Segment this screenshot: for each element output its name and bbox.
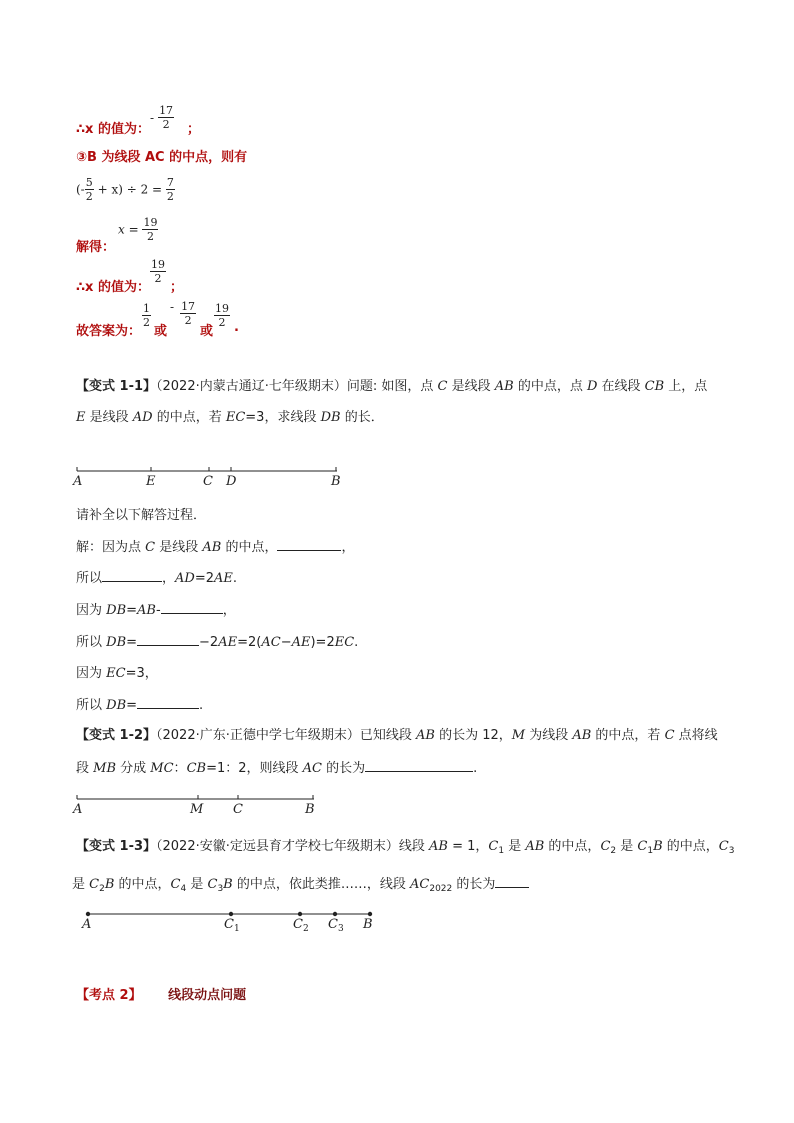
answer-blank[interactable]	[277, 538, 341, 551]
text: =1：2，则线段	[206, 761, 303, 776]
point-label-e: E	[146, 474, 156, 489]
var: B	[653, 839, 663, 854]
numerator: 19	[143, 216, 158, 229]
text: 上，点	[664, 379, 708, 394]
answer-blank[interactable]	[137, 633, 199, 646]
answer-blank[interactable]	[161, 601, 223, 614]
text: .	[232, 571, 238, 586]
numerator: 7	[166, 176, 174, 189]
variant-tag: 【变式 1-3】	[76, 839, 157, 854]
var: C	[224, 917, 234, 932]
text: 所以	[76, 571, 103, 586]
var: AB	[416, 728, 435, 743]
text: ，	[222, 603, 236, 618]
denominator: 2	[150, 271, 166, 285]
fraction-neg-17-2	[150, 104, 174, 131]
denominator: 2	[180, 313, 196, 327]
subscript: 4	[180, 884, 187, 894]
var: DB	[320, 410, 341, 425]
var: AD	[175, 571, 195, 586]
text: ，	[162, 571, 176, 586]
var: C	[718, 839, 729, 854]
case-3-heading: ③B 为线段 AC 的中点，则有	[76, 150, 248, 165]
solution-line-2: ∴x 的值为：	[76, 280, 150, 295]
fraction	[150, 258, 166, 285]
text: 的长为	[321, 761, 366, 776]
var: AE	[218, 635, 238, 650]
var: C	[488, 839, 499, 854]
text: 是	[504, 839, 526, 854]
var: AB	[494, 379, 514, 394]
variant-tag: 【变式 1-2】	[76, 728, 157, 743]
var: AC	[261, 635, 281, 650]
text: =3，	[125, 666, 158, 681]
text: 的中点，若	[591, 728, 665, 743]
point-label-b: B	[363, 917, 373, 932]
point-label-c: C	[203, 474, 213, 489]
minus-sign: -	[170, 300, 175, 314]
text: 的中点，若	[152, 410, 226, 425]
var: DB	[106, 698, 127, 713]
text: 的长为 12，	[434, 728, 512, 743]
text: （2022·内蒙古通辽·七年级期末）问题: 如图，点	[156, 379, 438, 394]
text: 因为	[76, 603, 107, 618]
variant-1-1-line-1	[76, 378, 707, 396]
text: =2(	[237, 635, 262, 650]
text: 是	[186, 877, 208, 892]
var: C	[437, 379, 448, 394]
var: C	[170, 877, 181, 892]
answer-frac-1	[142, 302, 151, 329]
step-3	[76, 601, 236, 620]
point-label-m: M	[190, 802, 204, 817]
text: =	[126, 698, 138, 713]
solution-line-1	[76, 118, 150, 137]
text: 的中点，	[221, 540, 278, 555]
text: 段	[76, 761, 94, 776]
var: C	[637, 839, 648, 854]
var: EC	[334, 635, 355, 650]
var: C	[328, 917, 338, 932]
text: （2022·广东·正德中学七年级期末）已知线段	[156, 728, 416, 743]
denominator: 2	[214, 315, 230, 329]
semicolon: ；	[187, 122, 201, 137]
var: EC	[225, 410, 246, 425]
answer-frac-3	[214, 302, 230, 329]
text: 为线段	[525, 728, 573, 743]
subscript: 3	[217, 884, 224, 894]
semicolon: ；	[170, 280, 184, 295]
solve-lhs: x =	[118, 222, 139, 237]
point-label-d: D	[226, 474, 237, 489]
text: 所以	[76, 698, 107, 713]
fraction	[166, 176, 175, 203]
answer-blank[interactable]	[365, 759, 473, 772]
var: B	[223, 877, 233, 892]
var: AD	[132, 410, 153, 425]
fraction	[180, 300, 196, 327]
line-label: ∴x 的值为：	[76, 122, 150, 137]
step-6	[76, 696, 203, 715]
var: C	[89, 877, 100, 892]
answer-blank[interactable]	[102, 569, 162, 582]
var: C	[664, 728, 675, 743]
section-title: 线段动点问题	[168, 988, 247, 1003]
point-label-c2	[293, 917, 309, 934]
numerator: 5	[85, 176, 93, 189]
text: 是	[72, 877, 90, 892]
numerator: 1	[143, 302, 150, 315]
var: C	[600, 839, 611, 854]
point-label-c1	[224, 917, 240, 934]
text: 分成	[116, 761, 151, 776]
text: −	[280, 635, 292, 650]
text: ，	[341, 540, 355, 555]
denominator: 2	[142, 229, 158, 243]
text: =2	[194, 571, 215, 586]
variant-tag: 【变式 1-1】	[76, 379, 157, 394]
point-label-a: A	[73, 474, 83, 489]
var: M	[511, 728, 526, 743]
section-heading	[76, 984, 246, 1003]
variant-1-1-line-2	[76, 409, 384, 427]
text: 的中点，点	[513, 379, 587, 394]
var: CB	[644, 379, 665, 394]
var: DB	[106, 635, 127, 650]
text: -	[155, 603, 161, 618]
solve-label: 解得：	[76, 240, 116, 255]
text: =3，求线段	[245, 410, 321, 425]
point-label-b: B	[305, 802, 315, 817]
text: 的中点，	[114, 877, 171, 892]
var: AC	[302, 761, 322, 776]
text: 所以	[76, 635, 107, 650]
var: C	[207, 877, 218, 892]
text: 是线段	[447, 379, 495, 394]
minus-sign: -	[150, 110, 155, 125]
var: MC	[150, 761, 174, 776]
text: 的中点，依此类推……，线段	[232, 877, 410, 892]
denominator: 2	[85, 190, 93, 203]
step-2	[76, 569, 237, 588]
fraction	[142, 216, 158, 243]
text: 因为	[76, 666, 107, 681]
step-5	[76, 665, 158, 683]
text: 是线段	[155, 540, 203, 555]
var: DB	[106, 603, 127, 618]
var: C	[145, 540, 156, 555]
text: )=2	[310, 635, 335, 650]
numerator: 19	[151, 258, 165, 271]
answer-blank[interactable]	[495, 875, 529, 888]
subscript: 2022	[429, 884, 453, 894]
text: 的长．	[340, 410, 384, 425]
subscript: 1	[498, 846, 505, 856]
answer-label: 故答案为：	[76, 324, 142, 339]
step-4	[76, 633, 358, 652]
var: D	[586, 379, 598, 394]
var: AB	[137, 603, 156, 618]
subscript: 2	[302, 924, 309, 934]
equation-line	[76, 176, 175, 203]
variant-1-3-line-2	[72, 875, 529, 898]
fraction-19-2	[150, 258, 166, 285]
text: .	[354, 635, 359, 650]
denominator: 2	[143, 316, 150, 329]
point-label-c3	[328, 917, 344, 934]
or-word: 或	[154, 324, 168, 339]
point-label-c: C	[233, 802, 243, 817]
text: =	[126, 603, 138, 618]
fraction	[85, 176, 94, 203]
numerator: 17	[159, 104, 174, 117]
text: ：	[173, 761, 187, 776]
var: MB	[93, 761, 117, 776]
subscript: 3	[337, 924, 344, 934]
fraction	[214, 302, 230, 329]
text: 的中点，	[544, 839, 601, 854]
numerator: 19	[215, 302, 229, 315]
text: 解：因为点	[76, 540, 146, 555]
var: C	[293, 917, 303, 932]
text: .	[199, 698, 204, 713]
section-tag: 【考点 2】	[76, 988, 142, 1003]
subscript: 2	[610, 846, 617, 856]
var: AB	[202, 540, 222, 555]
variant-1-2-line-2	[76, 759, 477, 778]
instruction: 请补全以下解答过程．	[76, 508, 207, 523]
subscript: 1	[233, 924, 240, 934]
var: AB	[572, 728, 592, 743]
var: AB	[429, 839, 448, 854]
denominator: 2	[158, 117, 174, 131]
text: −2	[199, 635, 219, 650]
point-label-a: A	[73, 802, 83, 817]
numerator: 17	[181, 300, 196, 313]
var: E	[76, 410, 86, 425]
fraction	[158, 104, 174, 131]
text: =	[126, 635, 138, 650]
eq-open: (-	[76, 182, 85, 197]
text: 的长为	[452, 877, 496, 892]
point-label-b: B	[331, 474, 341, 489]
text: 是线段	[85, 410, 133, 425]
subscript: 1	[647, 846, 654, 856]
var: CB	[186, 761, 207, 776]
text: 的中点，	[662, 839, 719, 854]
text: 在线段	[597, 379, 645, 394]
text: .	[473, 761, 478, 776]
text: 是	[616, 839, 638, 854]
subscript: 3	[728, 846, 735, 856]
text: （2022·安徽·定远县育才学校七年级期末）线段	[156, 839, 429, 854]
solve-equation	[118, 216, 158, 243]
period: .	[234, 320, 239, 335]
answer-blank[interactable]	[137, 696, 199, 709]
var: AB	[525, 839, 545, 854]
step-1	[76, 538, 354, 557]
text: 点将线	[674, 728, 718, 743]
var: EC	[106, 666, 126, 681]
text: = 1，	[447, 839, 489, 854]
var: B	[104, 877, 115, 892]
eq-middle: + x) ÷ 2 =	[97, 182, 163, 197]
var: AC	[410, 877, 430, 892]
fraction	[142, 302, 151, 329]
variant-1-2-line-1	[76, 727, 718, 745]
var: AE	[214, 571, 233, 586]
answer-frac-2	[170, 300, 196, 327]
subscript: 2	[99, 884, 105, 894]
point-label-a: A	[82, 917, 92, 932]
denominator: 2	[166, 190, 174, 203]
var: AE	[291, 635, 311, 650]
or-word: 或	[200, 324, 214, 339]
variant-1-3-line-1	[76, 838, 734, 860]
